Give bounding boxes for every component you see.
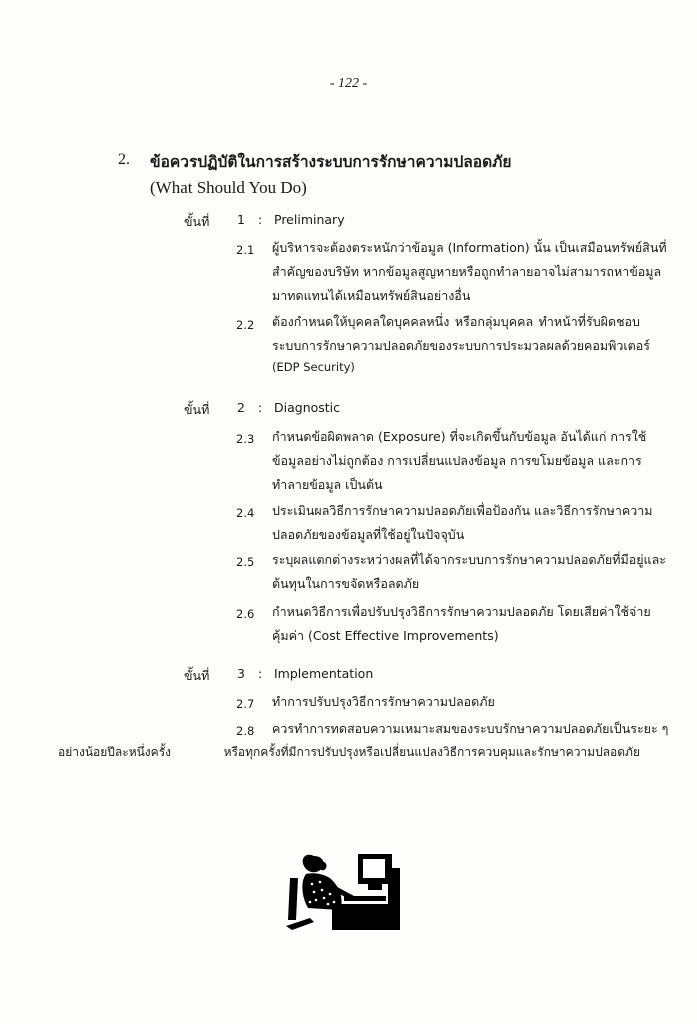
item-number: 2.2 bbox=[236, 318, 255, 332]
item-text-line: ระบบการรักษาความปลอดภัยของระบบการประมวลผลด้วยคอมพิวเตอร์ bbox=[272, 338, 651, 353]
item-text-line: ผู้บริหารจะต้องตระหนักว่าข้อมูล (Information) นั้น เป็นเสมือนทรัพย์สินที่ bbox=[272, 240, 667, 255]
step-label: ขั้นที่ bbox=[184, 402, 210, 417]
item-number: 2.7 bbox=[236, 697, 255, 711]
item-text-line: (EDP Security) bbox=[272, 360, 355, 374]
item-number: 2.4 bbox=[236, 506, 255, 520]
item-text-line: ต้นทุนในการขจัดหรือลดภัย bbox=[272, 576, 420, 591]
item-text-line: ควรทำการทดสอบความเหมาะสมของระบบรักษาความปลอดภัยเป็นระยะ ๆ bbox=[272, 721, 669, 736]
item-text-line: กำหนดข้อผิดพลาด (Exposure) ที่จะเกิดขึ้นกับข้อมูล อันได้แก่ การใช้ bbox=[272, 429, 647, 444]
item-number: 2.3 bbox=[236, 432, 255, 446]
item-text-line: ประเมินผลวิธีการรักษาความปลอดภัยเพื่อป้องกัน และวิธีการรักษาความ bbox=[272, 503, 653, 518]
item-number: 2.6 bbox=[236, 607, 255, 621]
item-text-line: ปลอดภัยของข้อมูลที่ใช้อยู่ในปัจจุบัน bbox=[272, 527, 465, 542]
step-number: 3 bbox=[237, 666, 245, 681]
item-number: 2.1 bbox=[236, 243, 255, 257]
item-text-line: มาทดแทนได้เหมือนทรัพย์สินอย่างอื่น bbox=[272, 288, 471, 303]
person-at-computer-icon bbox=[284, 848, 404, 930]
item-text-line: ข้อมูลอย่างไม่ถูกต้อง การเปลี่ยนแปลงข้อมูล การขโมยข้อมูล และการ bbox=[272, 453, 642, 468]
step-colon: : bbox=[258, 400, 263, 415]
step-label: ขั้นที่ bbox=[184, 668, 210, 683]
step-colon: : bbox=[258, 666, 263, 681]
item-text-line: ทำการปรับปรุงวิธีการรักษาความปลอดภัย bbox=[272, 694, 495, 709]
step-number: 2 bbox=[237, 400, 245, 415]
step-colon: : bbox=[258, 212, 263, 227]
step-number: 1 bbox=[237, 212, 245, 227]
section-number: 2. bbox=[118, 151, 130, 168]
item-text-line: อย่างน้อยปีละหนึ่งครั้ง หรือทุกครั้งที่มีการปรับปรุงหรือเปลี่ยนแปลงวิธีการควบคุมและรักษาความปลอดภัย bbox=[58, 745, 640, 759]
step-label: ขั้นที่ bbox=[184, 214, 210, 229]
section-subtitle: (What Should You Do) bbox=[150, 178, 307, 197]
item-text-line: ต้องกำหนดให้บุคคลใดบุคคลหนึ่ง หรือกลุ่มบุคคล ทำหน้าที่รับผิดชอบ bbox=[272, 314, 640, 329]
page-number: - 122 - bbox=[329, 76, 368, 91]
item-text-line: กำหนดวิธีการเพื่อปรับปรุงวิธีการรักษาความปลอดภัย โดยเสียค่าใช้จ่าย bbox=[272, 604, 651, 619]
item-text-line: คุ้มค่า (Cost Effective Improvements) bbox=[272, 628, 499, 643]
item-number: 2.5 bbox=[236, 555, 255, 569]
step-name: Preliminary bbox=[274, 212, 345, 227]
item-number: 2.8 bbox=[236, 724, 255, 738]
item-text-line: ทำลายข้อมูล เป็นต้น bbox=[272, 477, 383, 492]
item-text-line: ระบุผลแตกต่างระหว่างผลที่ได้จากระบบการรักษาความปลอดภัยที่มีอยู่และ bbox=[272, 552, 666, 567]
step-name: Implementation bbox=[274, 666, 374, 681]
section-title: ข้อควรปฏิบัติในการสร้างระบบการรักษาความปลอดภัย bbox=[150, 153, 512, 171]
item-text-line: สำคัญของบริษัท หากข้อมูลสูญหายหรือถูกทำลายอาจไม่สามารถหาข้อมูล bbox=[272, 264, 662, 279]
step-name: Diagnostic bbox=[274, 400, 341, 415]
